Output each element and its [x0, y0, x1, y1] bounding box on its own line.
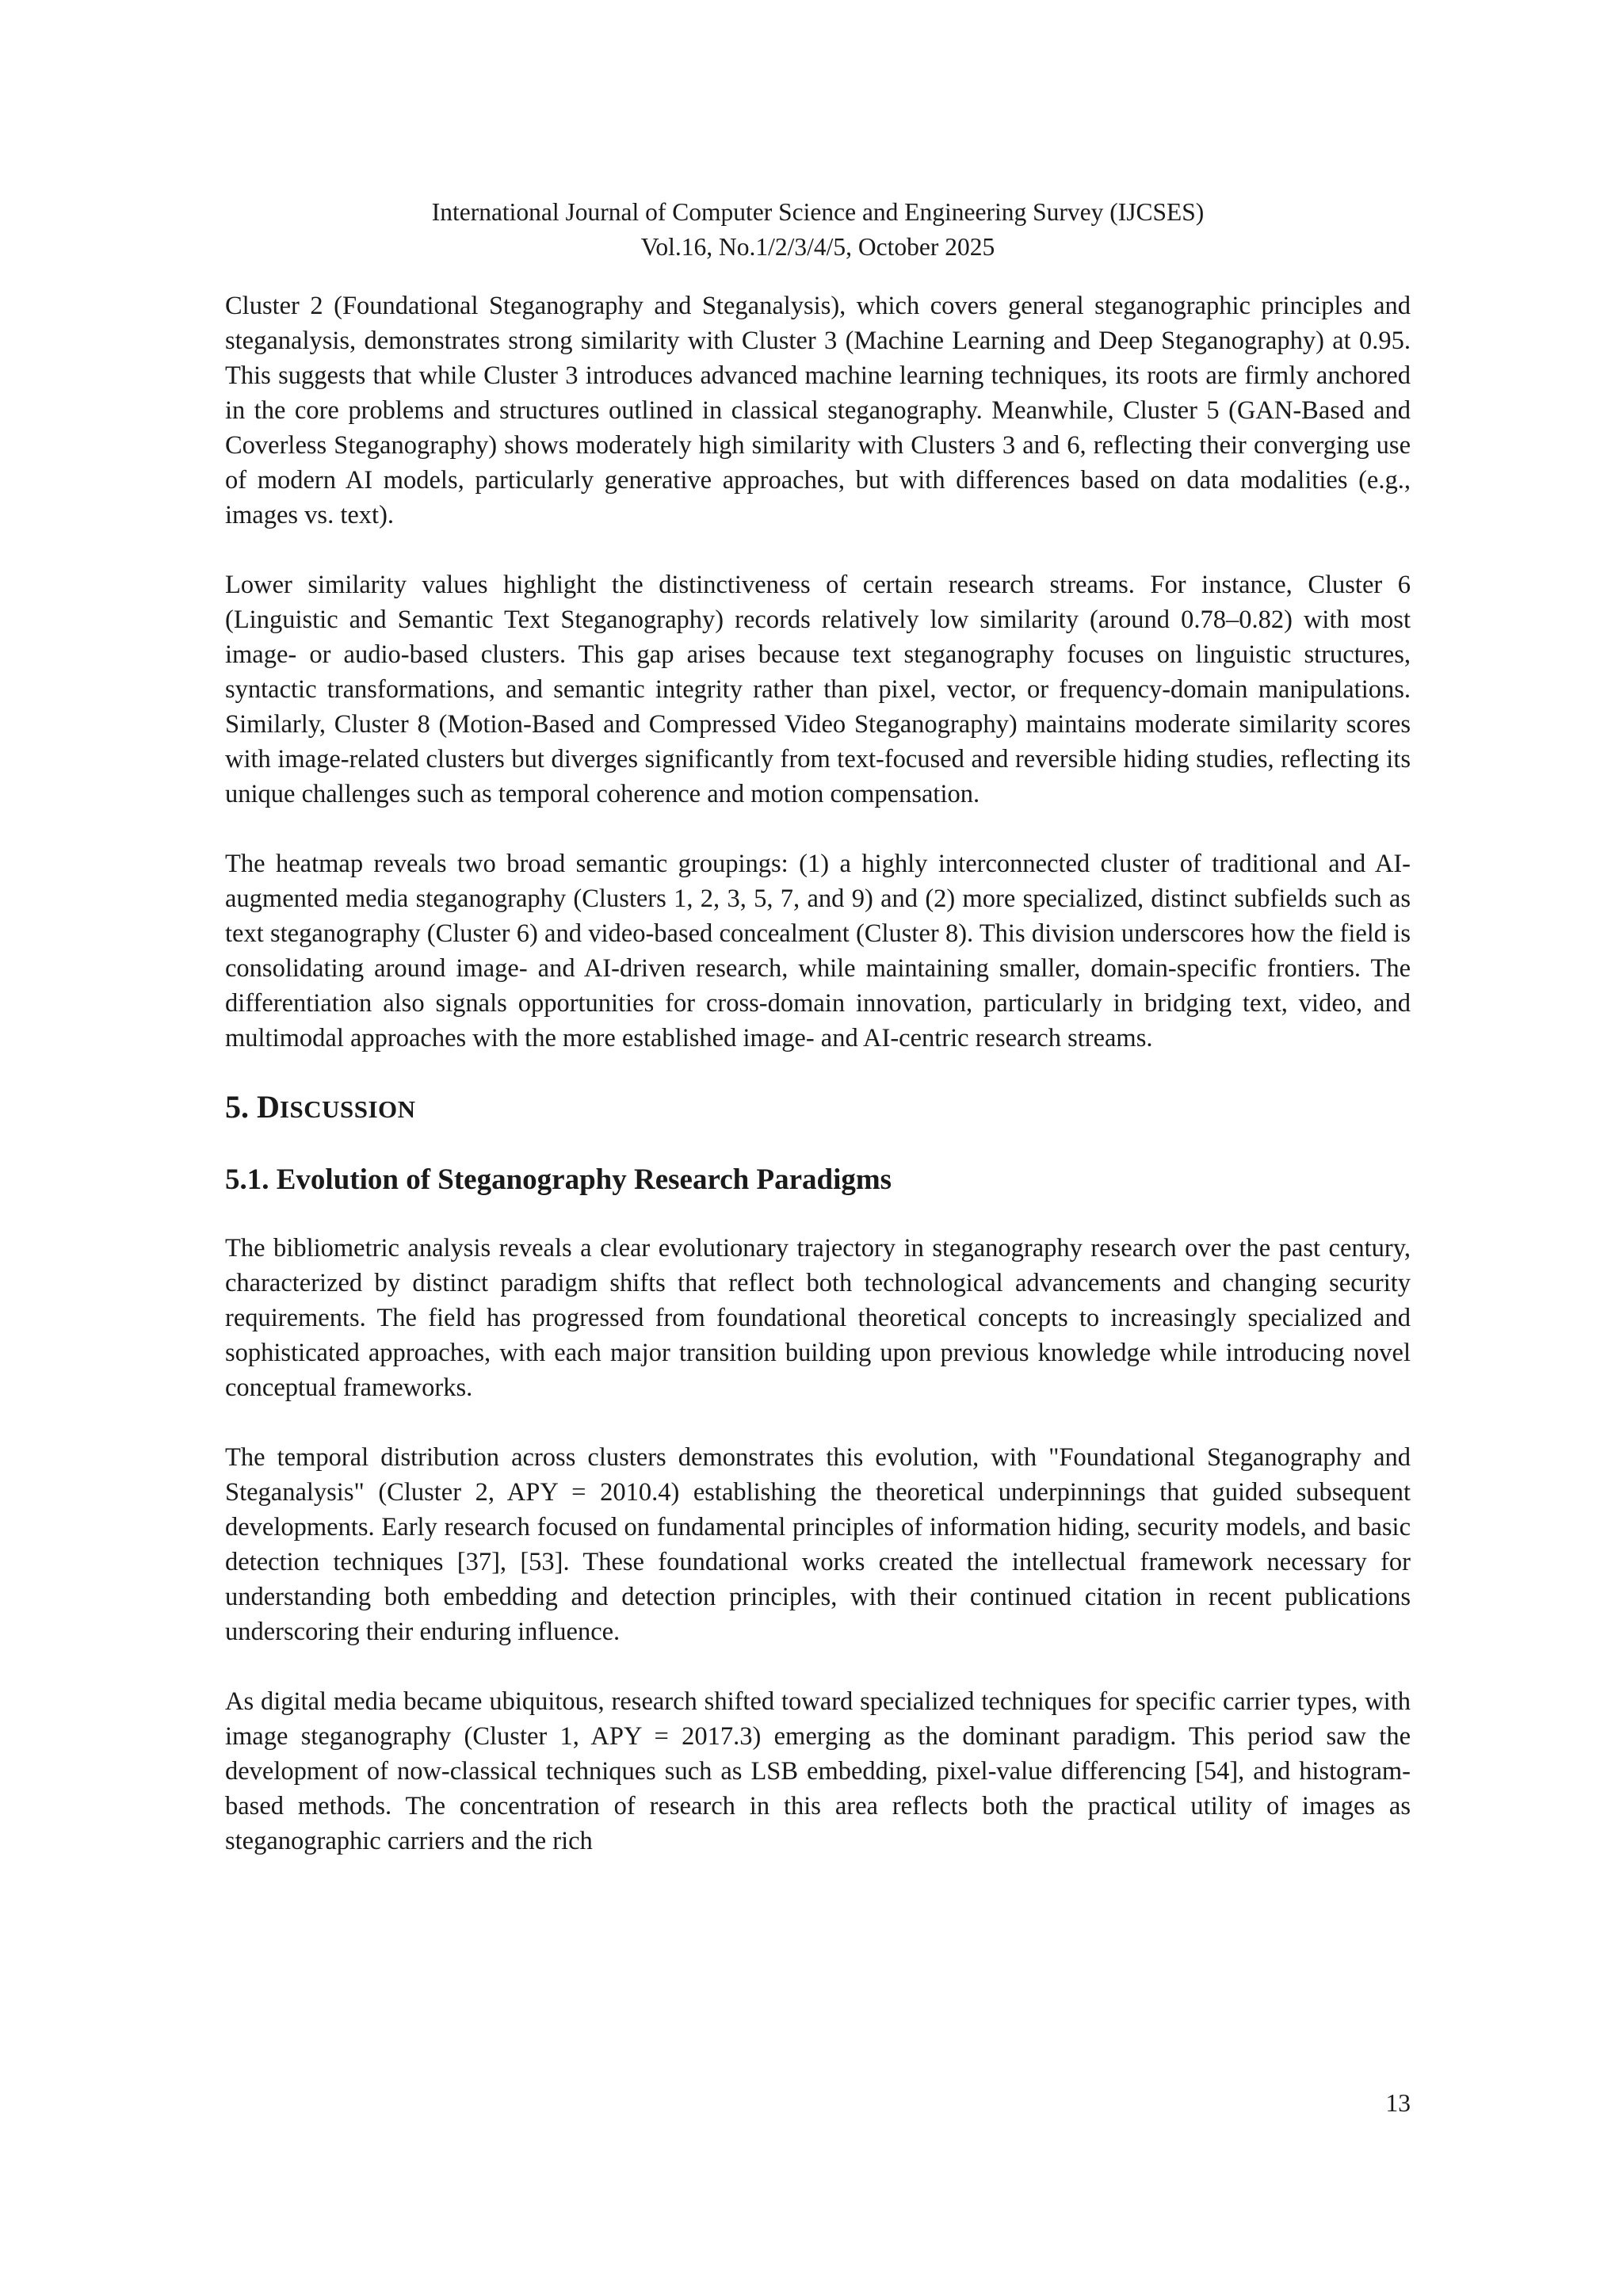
paragraph: As digital media became ubiquitous, research shifted toward specialized techniques for specific carrier types, with image steganography (Cluster 1, APY = 2017.3) emerging as the dominant paradigm. This period saw the development of now-classical techniques such as LSB embedding, pixel-value differencing [54], and histogram-based methods. The concentration of research in this area reflects both the practical utility of images as steganographic carriers and the rich — [225, 1687, 1411, 1855]
journal-title: International Journal of Computer Science and Engineering Survey (IJCSES) — [431, 198, 1205, 226]
paragraph: The temporal distribution across clusters demonstrates this evolution, with "Foundational Steganography and Steganalysis" (Cluster 2, APY = 2010.4) establishing the theoretical underpinnings that guided subsequent developments. Early research focused on fundamental principles of information hiding, security models, and basic detection techniques [37], [53]. These foundational works created the intellectual framework necessary for understanding both embedding and detection principles, with their continued citation in recent publications underscoring their enduring influence. — [225, 1443, 1411, 1646]
journal-volume: Vol.16, No.1/2/3/4/5, October 2025 — [640, 233, 995, 261]
paragraph: The heatmap reveals two broad semantic groupings: (1) a highly interconnected cluster of traditional and AI-augmented media steganography (Clusters 1, 2, 3, 5, 7, and 9) and (2) more specialized, distinct subfields such as text steganography (Cluster 6) and video-based concealment (Cluster 8). This division underscores how the field is consolidating around image- and AI-driven research, while maintaining smaller, domain-specific frontiers. The differentiation also signals opportunities for cross-domain innovation, particularly in bridging text, video, and multimodal approaches with the more established image- and AI-centric research streams. — [225, 850, 1411, 1052]
paragraph: The bibliometric analysis reveals a clear evolutionary trajectory in steganography research over the past century, characterized by distinct paradigm shifts that reflect both technological advancements and changing security requirements. The field has progressed from foundational theoretical concepts to increasingly specialized and sophisticated approaches, with each major transition building upon previous knowledge while introducing novel conceptual frameworks. — [225, 1234, 1411, 1402]
section-heading — [225, 1087, 1411, 1129]
paragraph: Lower similarity values highlight the distinctiveness of certain research streams. For instance, Cluster 6 (Linguistic and Semantic Text Steganography) records relatively low similarity (around 0.78–0.82) with most image- or audio-based clusters. This gap arises because text steganography focuses on linguistic structures, syntactic transformations, and semantic integrity rather than pixel, vector, or frequency-domain manipulations. Similarly, Cluster 8 (Motion-Based and Compressed Video Steganography) maintains moderate similarity scores with image-related clusters but diverges significantly from text-focused and reversible hiding studies, reflecting its unique challenges such as temporal coherence and motion compensation. — [225, 571, 1411, 808]
running-header — [225, 195, 1411, 265]
page-number: 13 — [1385, 2089, 1411, 2117]
body-text — [225, 288, 1411, 1859]
section-title: ISCUSSION — [279, 1095, 416, 1123]
section-number: 5. D — [225, 1089, 280, 1125]
paragraph: Cluster 2 (Foundational Steganography and Steganalysis), which covers general steganographic principles and steganalysis, demonstrates strong similarity with Cluster 3 (Machine Learning and Deep Steganography) at 0.95. This suggests that while Cluster 3 introduces advanced machine learning techniques, its roots are firmly anchored in the core problems and structures outlined in classical steganography. Meanwhile, Cluster 5 (GAN-Based and Coverless Steganography) shows moderately high similarity with Clusters 3 and 6, reflecting their converging use of modern AI models, particularly generative approaches, but with differences based on data modalities (e.g., images vs. text). — [225, 292, 1411, 529]
subsection-heading: 5.1. Evolution of Steganography Research Paradigms — [225, 1163, 892, 1196]
